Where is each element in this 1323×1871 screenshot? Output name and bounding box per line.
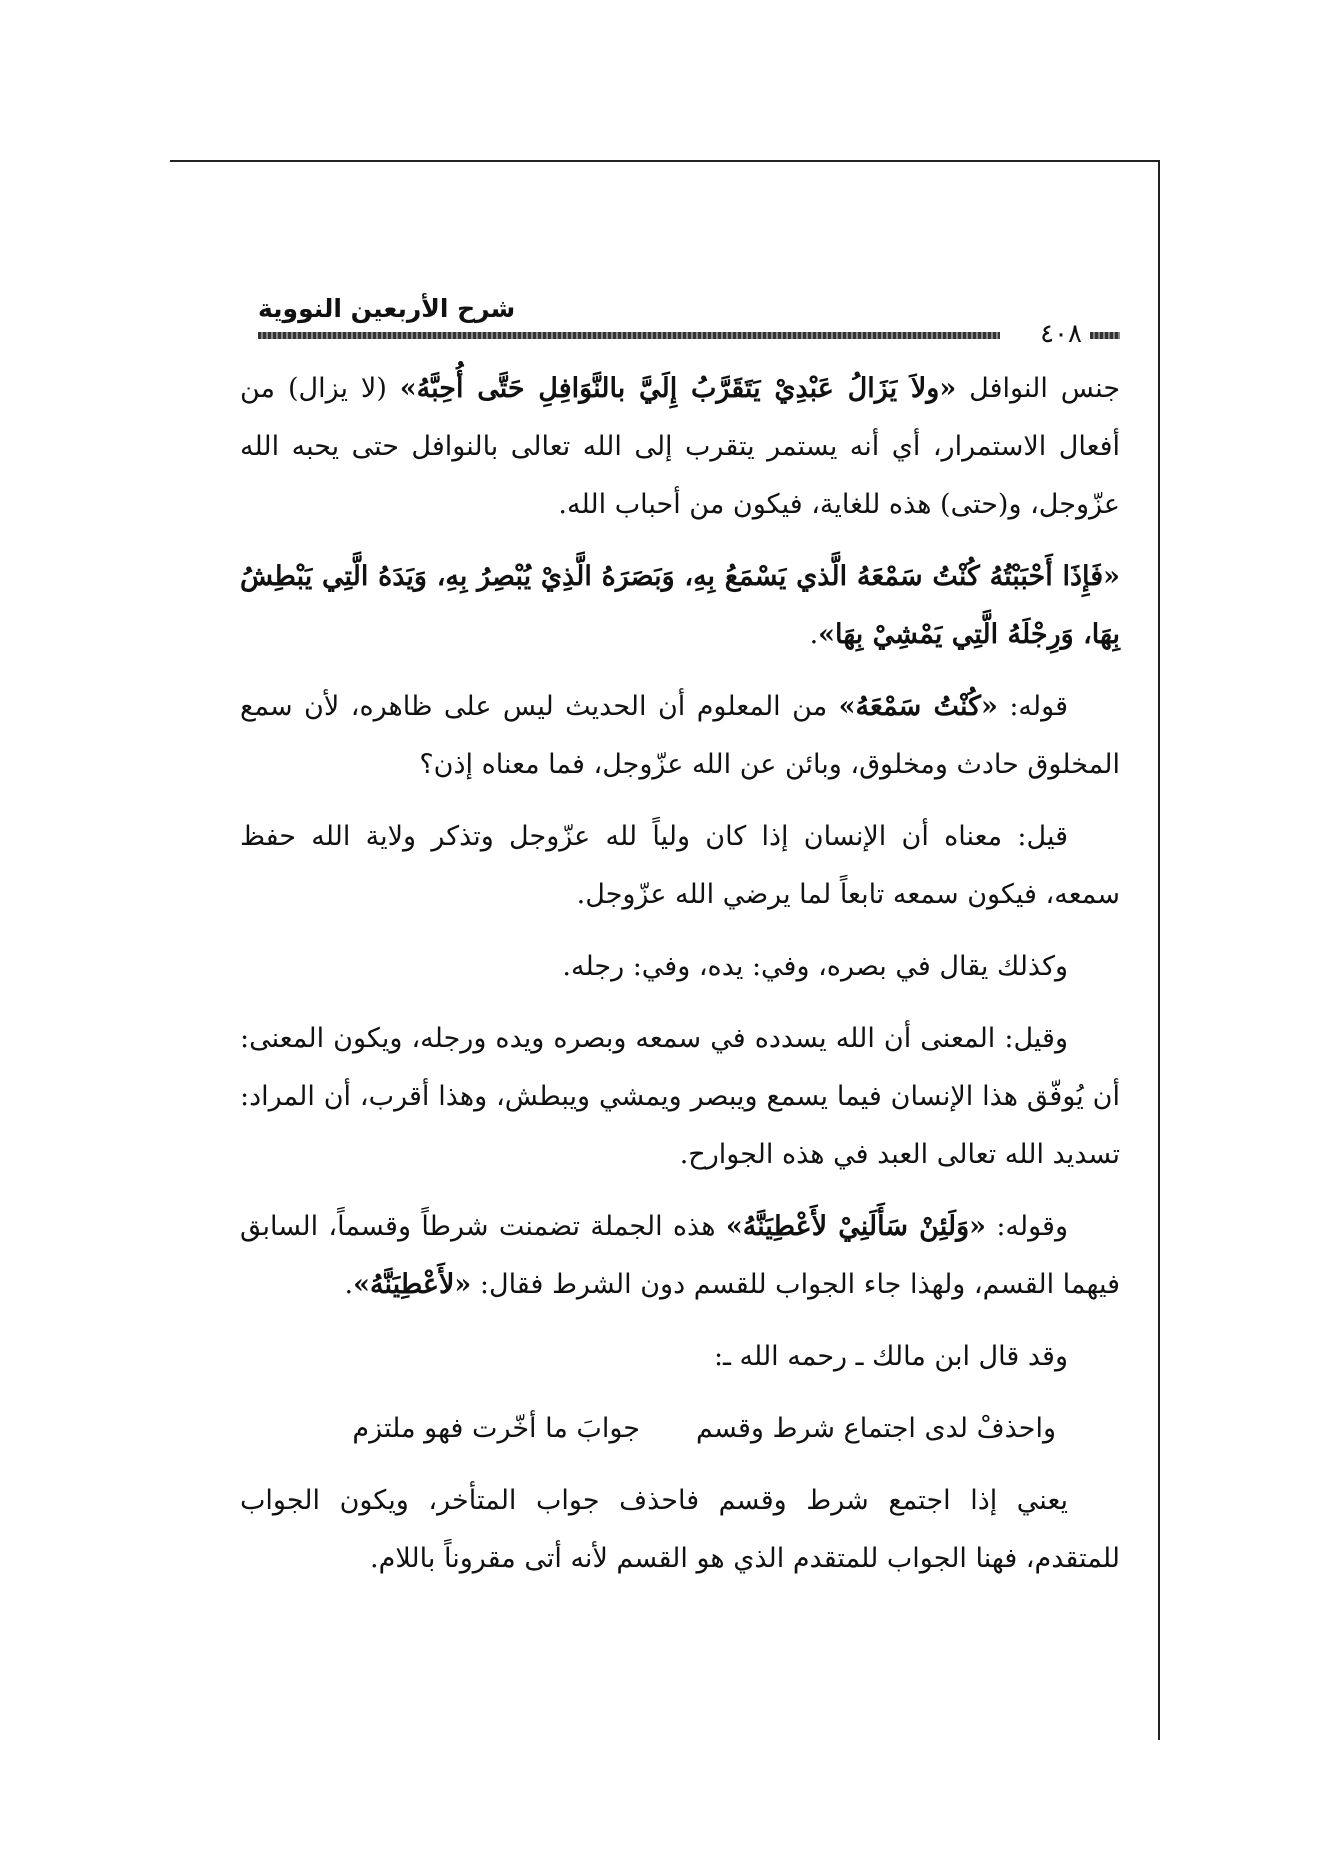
paragraph-2: [240, 548, 1120, 664]
paragraph-6: وقيل: المعنى أن الله يسدده في سمعه وبصره ويده ورجله، ويكون المعنى: أن يُوفّق هذا الإنسان فيما يسمع ويبصر ويمشي ويبطش، وهذا أقرب، أن المراد: تسديد الله تعالى العبد في هذه الجوارح.: [240, 1023, 1120, 1170]
paragraph-8: وقد قال ابن مالك ـ رحمه الله ـ:: [713, 1341, 1068, 1372]
poetry-verse: [240, 1400, 1120, 1458]
book-page: [240, 290, 1120, 1602]
paragraph-1-text-a: جنس النوافل: [956, 373, 1121, 404]
paragraph-9: يعني إذا اجتمع شرط وقسم فاحذف جواب المتأخر، ويكون الجواب للمتقدم، فهنا الجواب للمتقدم الذي هو القسم لأنه أتى مقروناً باللام.: [240, 1485, 1120, 1574]
hadith-quote-asking: «وَلَئِنْ سَأَلَنِيْ لأَعْطِيَنَّهُ»: [725, 1211, 986, 1242]
paragraph-1-text-b: (لا يزال) من أفعال الاستمرار، أي أنه يستمر يتقرب إلى الله تعالى بالنوافل حتى يحبه الله عزّوجل، و(حتى) هذه للغاية، فيكون من أحباب الله.: [240, 373, 1120, 520]
paragraph-3: [240, 678, 1120, 794]
page-number: ٤٠٨: [1040, 319, 1082, 349]
paragraph-1: [240, 360, 1120, 534]
paragraph-2-end: .: [809, 619, 819, 650]
scan-border-top: [170, 160, 1160, 162]
hadith-quote-giving: «لأَعْطِيَنَّهُ»: [353, 1269, 472, 1300]
scan-border-right: [1158, 160, 1160, 1740]
paragraph-3-text-b: من المعلوم أن الحديث ليس على ظاهره، لأن سمع المخلوق حادث ومخلوق، وبائن عن الله عزّوجل، فما معناه إذن؟: [240, 691, 1120, 780]
hadith-quote-hearing: «كُنْتُ سَمْعَهُ»: [838, 691, 998, 722]
hadith-quote-senses: «فَإِذَا أَحْبَبْتُهُ كُنْتُ سَمْعَهُ الَّذي يَسْمَعُ بِهِ، وَبَصَرَهُ الَّذِيْ يُبْصِرُ بِهِ، وَيَدَهُ الَّتِي يَبْطِشُ بِهَا، وَرِجْلَهُ الَّتِي يَمْشِيْ بِهَا»: [240, 561, 1120, 650]
verse-second-hemistich: جوابَ ما أخّرت فهو ملتزم: [352, 1413, 640, 1444]
hadith-quote-nawafil: «ولاَ يَزَالُ عَبْدِيْ يَتَقَرَّبُ إِلَيَّ بالنَّوَافِلِ حَتَّى أُحِبَّهُ»: [399, 373, 957, 404]
paragraph-4: قيل: معناه أن الإنسان إذا كان ولياً لله عزّوجل وتذكر ولاية الله حفظ سمعه، فيكون سمعه تابعاً لما يرضي الله عزّوجل.: [240, 821, 1120, 910]
running-header: [240, 290, 1120, 360]
paragraph-7-end: .: [344, 1269, 354, 1300]
paragraph-7-text-a: وقوله:: [985, 1211, 1069, 1242]
paragraph-5: وكذلك يقال في بصره، وفي: يده، وفي: رجله.: [562, 951, 1068, 982]
book-title: شرح الأربعين النووية: [258, 294, 516, 323]
header-rule: [258, 332, 1000, 339]
header-rule-end: [1090, 332, 1120, 339]
paragraph-3-text-a: قوله:: [997, 691, 1068, 722]
paragraph-7-text-b: هذه الجملة تضمنت شرطاً وقسماً، السابق فيهما القسم، ولهذا جاء الجواب للقسم دون الشرط فقال:: [240, 1211, 1120, 1300]
verse-gap: [640, 1400, 696, 1458]
verse-first-hemistich: واحذفْ لدى اجتماع شرط وقسم: [695, 1413, 1056, 1444]
paragraph-7: [240, 1198, 1120, 1314]
